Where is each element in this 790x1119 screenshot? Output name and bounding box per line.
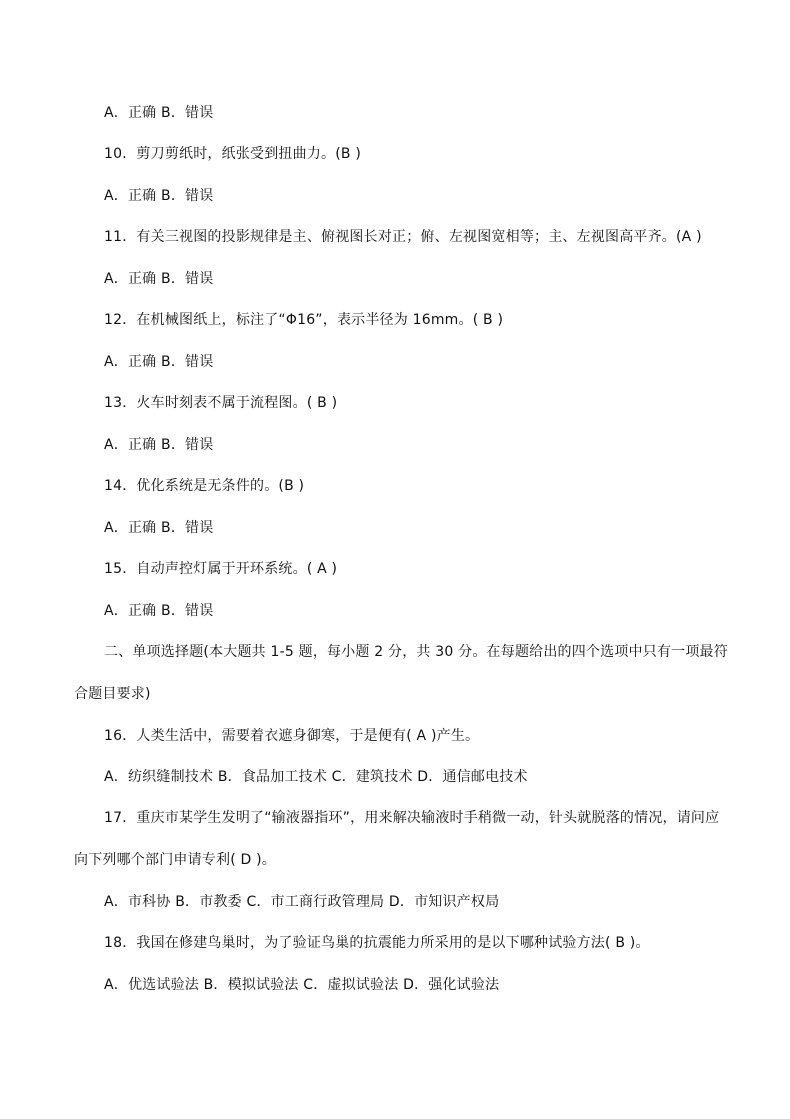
answer-options-q16: A．纺织缝制技术 B．食品加工技术 C．建筑技术 D．通信邮电技术 xyxy=(104,769,528,785)
question-18: 18．我国在修建鸟巢时，为了验证鸟巢的抗震能力所采用的是以下哪种试验方法( B )。 xyxy=(104,935,650,951)
section-heading-continued: 合题目要求) xyxy=(74,686,151,702)
answer-options-q17: A．市科协 B．市教委 C．市工商行政管理局 D．市知识产权局 xyxy=(104,894,500,910)
answer-options-q11: A．正确 B．错误 xyxy=(104,271,214,287)
answer-options-q12: A．正确 B．错误 xyxy=(104,354,214,370)
question-16: 16．人类生活中，需要着衣遮身御寒，于是便有( A )产生。 xyxy=(104,728,480,744)
question-11: 11．有关三视图的投影规律是主、俯视图长对正；俯、左视图宽相等；主、左视图高平齐。(A ) xyxy=(104,229,702,245)
answer-options-q14: A．正确 B．错误 xyxy=(104,520,214,536)
question-10: 10．剪刀剪纸时，纸张受到扭曲力。(B ) xyxy=(104,146,361,162)
answer-options-q18: A．优选试验法 B．模拟试验法 C．虚拟试验法 D．强化试验法 xyxy=(104,977,500,993)
answer-options-q9: A．正确 B．错误 xyxy=(104,105,214,121)
answer-options-q10: A．正确 B．错误 xyxy=(104,188,214,204)
question-15: 15．自动声控灯属于开环系统。( A ) xyxy=(104,561,338,577)
question-17-continued: 向下列哪个部门申请专利( D )。 xyxy=(74,852,277,868)
answer-options-q13: A．正确 B．错误 xyxy=(104,437,214,453)
answer-options-q15: A．正确 B．错误 xyxy=(104,603,214,619)
question-17: 17．重庆市某学生发明了“输液器指环”，用来解决输液时手稍微一动，针头就脱落的情况，请问应 xyxy=(104,810,720,826)
question-13: 13．火车时刻表不属于流程图。( B ) xyxy=(104,395,338,411)
question-14: 14．优化系统是无条件的。(B ) xyxy=(104,478,305,494)
section-heading: 二、单项选择题(本大题共 1-5 题，每小题 2 分，共 30 分。在每题给出的四个选项中只有一项最符 xyxy=(104,644,728,660)
question-12: 12．在机械图纸上，标注了“Φ16”，表示半径为 16mm。( B ) xyxy=(104,312,504,328)
